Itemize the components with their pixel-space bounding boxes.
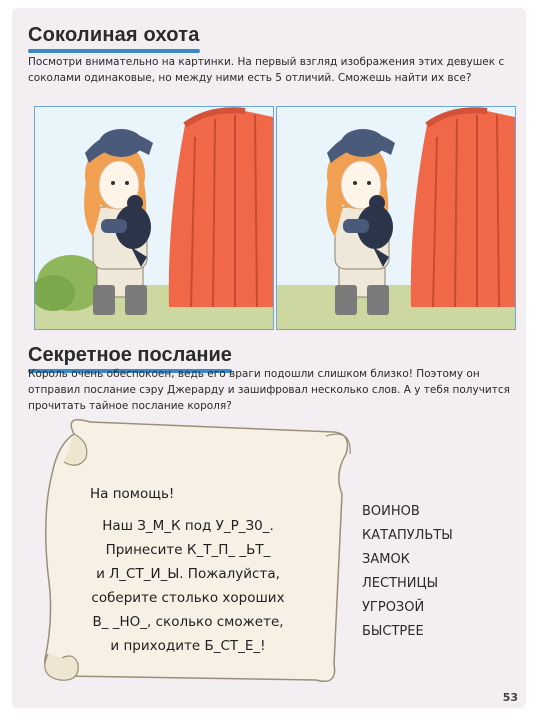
page-number: 53: [502, 691, 518, 704]
section-title-secret-message-text: Секретное послание: [28, 344, 232, 366]
girl-with-falcon-illustration: [35, 107, 273, 329]
message-line: Принесите К_Т_П_ _ЬТ_: [105, 542, 271, 558]
word-item: УГРОЗОЙ: [362, 600, 425, 615]
section-title-falconry: [28, 24, 200, 47]
message-greeting: На помощь!: [90, 486, 175, 502]
word-item: ЛЕСТНИЦЫ: [362, 576, 439, 591]
message-line: и приходите Б_СТ_Е_!: [110, 638, 266, 654]
word-item: ВОИНОВ: [362, 504, 420, 519]
word-list: [362, 500, 502, 644]
instructions-text: Посмотри внимательно на картинки. На первый взгляд изображения этих девушек с соколами одинаковые, но между ними есть 5 отличий. Сможешь найти их все?: [28, 56, 505, 84]
word-item: ЗАМОК: [362, 552, 410, 567]
section-title-secret-message: [28, 344, 232, 367]
word-item: БЫСТРЕЕ: [362, 624, 424, 639]
word-item: КАТАПУЛЬТЫ: [362, 528, 453, 543]
girl-with-falcon-illustration: [277, 107, 515, 329]
message-line: соберите столько хороших: [91, 590, 285, 606]
message-line: В_ _НО_, сколько сможете,: [92, 614, 284, 630]
picture-right[interactable]: [276, 106, 516, 330]
picture-left[interactable]: [34, 106, 274, 330]
secret-message-intro: Король очень обеспокоен, ведь его враги подошли слишком близко! Поэтому он отправил послание сэру Джерарду и зашифровал несколько слов. А у тебя получится прочитать тайное послание короля?: [28, 368, 510, 412]
message-line: и Л_СТ_И_Ы. Пожалуйста,: [96, 566, 280, 582]
section-title-falconry-text: Соколиная охота: [28, 24, 200, 46]
message-line: Наш З_М_К под У_Р_З0_.: [102, 518, 274, 534]
title-underline: [28, 49, 200, 53]
message-body: [64, 514, 312, 658]
